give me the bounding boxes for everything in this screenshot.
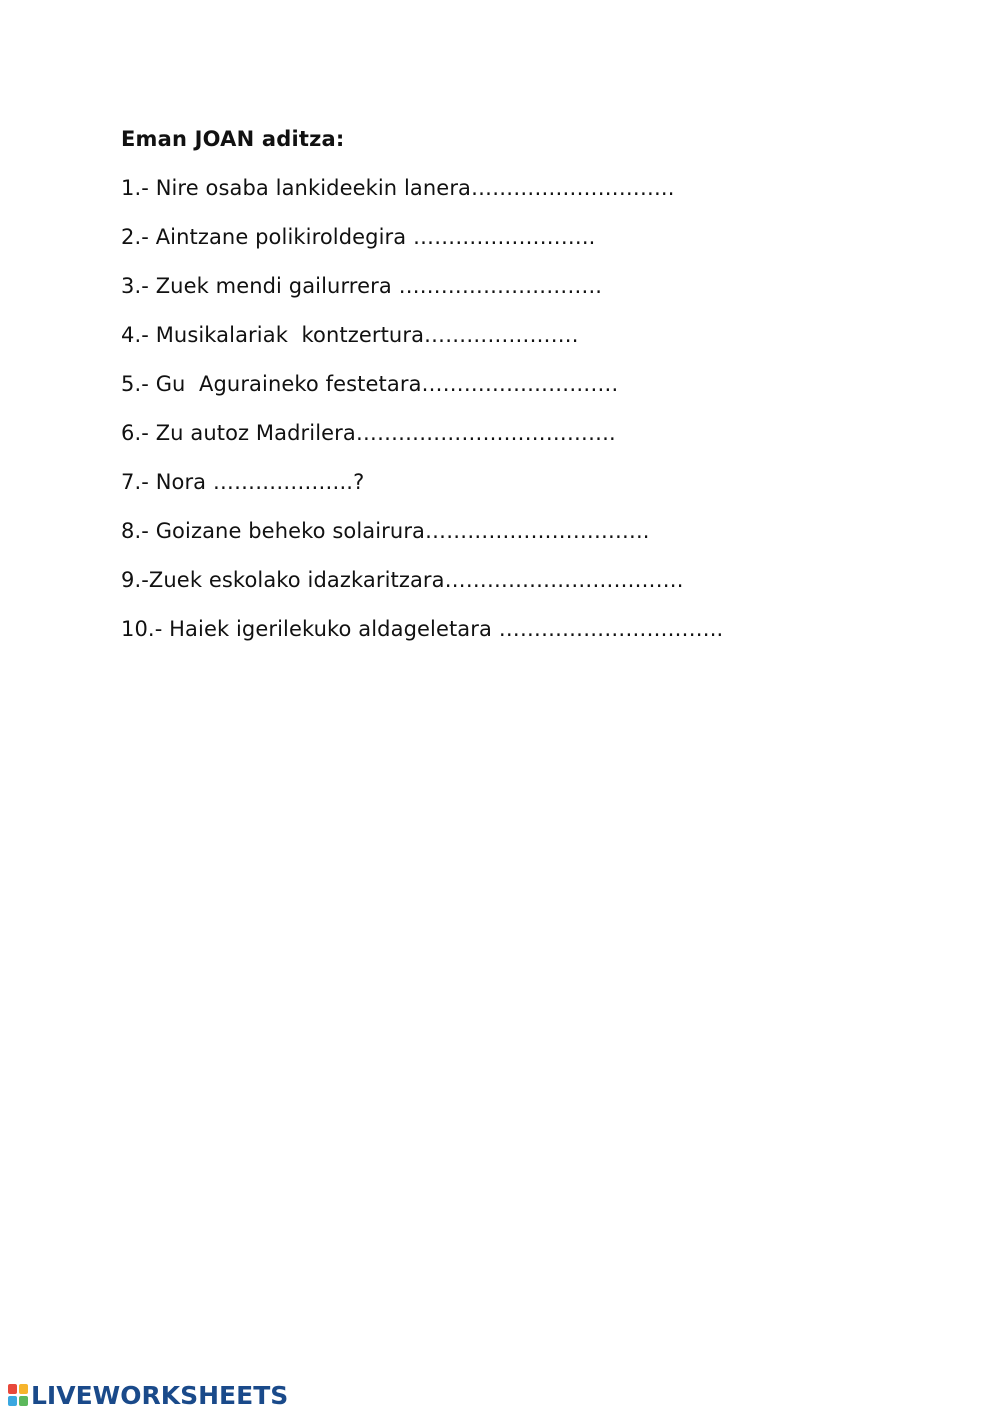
exercise-item-1: 1.- Nire osaba lankideekin lanera……………………….. <box>121 176 675 200</box>
exercise-item-7: 7.- Nora ………………..? <box>121 470 365 494</box>
logo-tile-red <box>8 1384 17 1394</box>
exercise-item-8: 8.- Goizane beheko solairura………………………….. <box>121 519 650 543</box>
exercise-item-6: 6.- Zu autoz Madrilera………………………………. <box>121 421 616 445</box>
logo-tile-blue <box>8 1396 17 1406</box>
exercise-item-9: 9.-Zuek eskolako idazkaritzara……………………………. <box>121 568 684 592</box>
exercise-item-2: 2.- Aintzane polikiroldegira …………………….. <box>121 225 596 249</box>
logo-text: LIVEWORKSHEETS <box>31 1380 289 1410</box>
liveworksheets-logo[interactable] <box>8 1380 288 1410</box>
exercise-item-3: 3.- Zuek mendi gailurrera ……………………….. <box>121 274 603 298</box>
logo-tile-yellow <box>19 1384 28 1394</box>
exercise-item-10: 10.- Haiek igerilekuko aldageletara ………………………….. <box>121 617 724 641</box>
liveworksheets-logo-icon <box>8 1384 28 1406</box>
worksheet <box>121 122 921 661</box>
logo-tile-green <box>19 1396 28 1406</box>
exercise-item-5: 5.- Gu Aguraineko festetara………………………. <box>121 372 619 396</box>
worksheet-title: Eman JOAN aditza: <box>121 127 345 151</box>
exercise-item-4: 4.- Musikalariak kontzertura…………………. <box>121 323 579 347</box>
exercise-list <box>121 171 921 646</box>
